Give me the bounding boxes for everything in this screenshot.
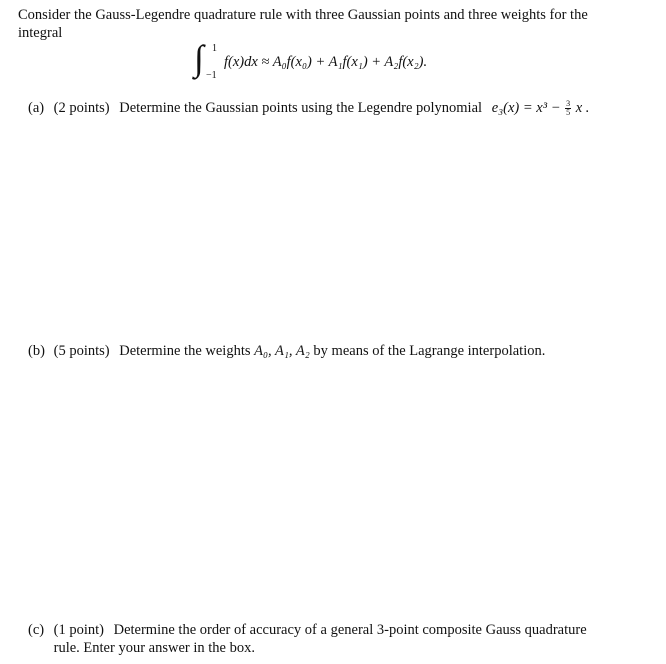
question-b-text-after: by means of the Lagrange interpolation. — [313, 343, 546, 359]
question-b-label: (b) — [28, 343, 45, 359]
integral-sign: ∫ — [194, 38, 204, 78]
integral-lower-limit: −1 — [206, 70, 217, 81]
formula-expression: f(x)dx ≈ A₀f(x₀) + A₁f(x₁) + A₂f(x₂). — [224, 54, 428, 70]
question-a-fraction — [565, 100, 571, 117]
question-c-text-line2: rule. Enter your answer in the box. — [53, 640, 255, 656]
question-c — [28, 621, 614, 657]
problem-intro — [18, 6, 658, 42]
quadrature-formula — [194, 38, 554, 81]
question-c-text-line1: Determine the order of accuracy of a general 3-point composite Gauss quadrature — [113, 622, 587, 638]
question-b-text-before: Determine the weights — [119, 343, 251, 359]
integral-upper-limit: 1 — [212, 43, 217, 54]
question-a-math-right: x . — [575, 100, 590, 116]
intro-line-1: Consider the Gauss-Legendre quadrature rule with three Gaussian points and three weights for the — [18, 7, 588, 23]
question-b-math: A₀, A₁, A₂ — [254, 343, 310, 359]
question-a-points: (2 points) — [53, 100, 110, 116]
question-b-points: (5 points) — [53, 343, 110, 359]
question-b — [28, 342, 545, 360]
question-a-text: Determine the Gaussian points using the Legendre polynomial — [119, 100, 483, 116]
question-a-label: (a) — [28, 100, 45, 116]
intro-line-2: integral — [18, 25, 63, 41]
fraction-denominator: 5 — [566, 108, 571, 117]
fraction-numerator: 3 — [566, 99, 571, 108]
question-c-body — [54, 621, 614, 657]
question-a-math-left: e₃(x) = x³ − — [491, 100, 561, 116]
question-c-points: (1 point) — [53, 622, 104, 638]
question-c-label: (c) — [28, 622, 45, 638]
question-a — [28, 99, 589, 117]
